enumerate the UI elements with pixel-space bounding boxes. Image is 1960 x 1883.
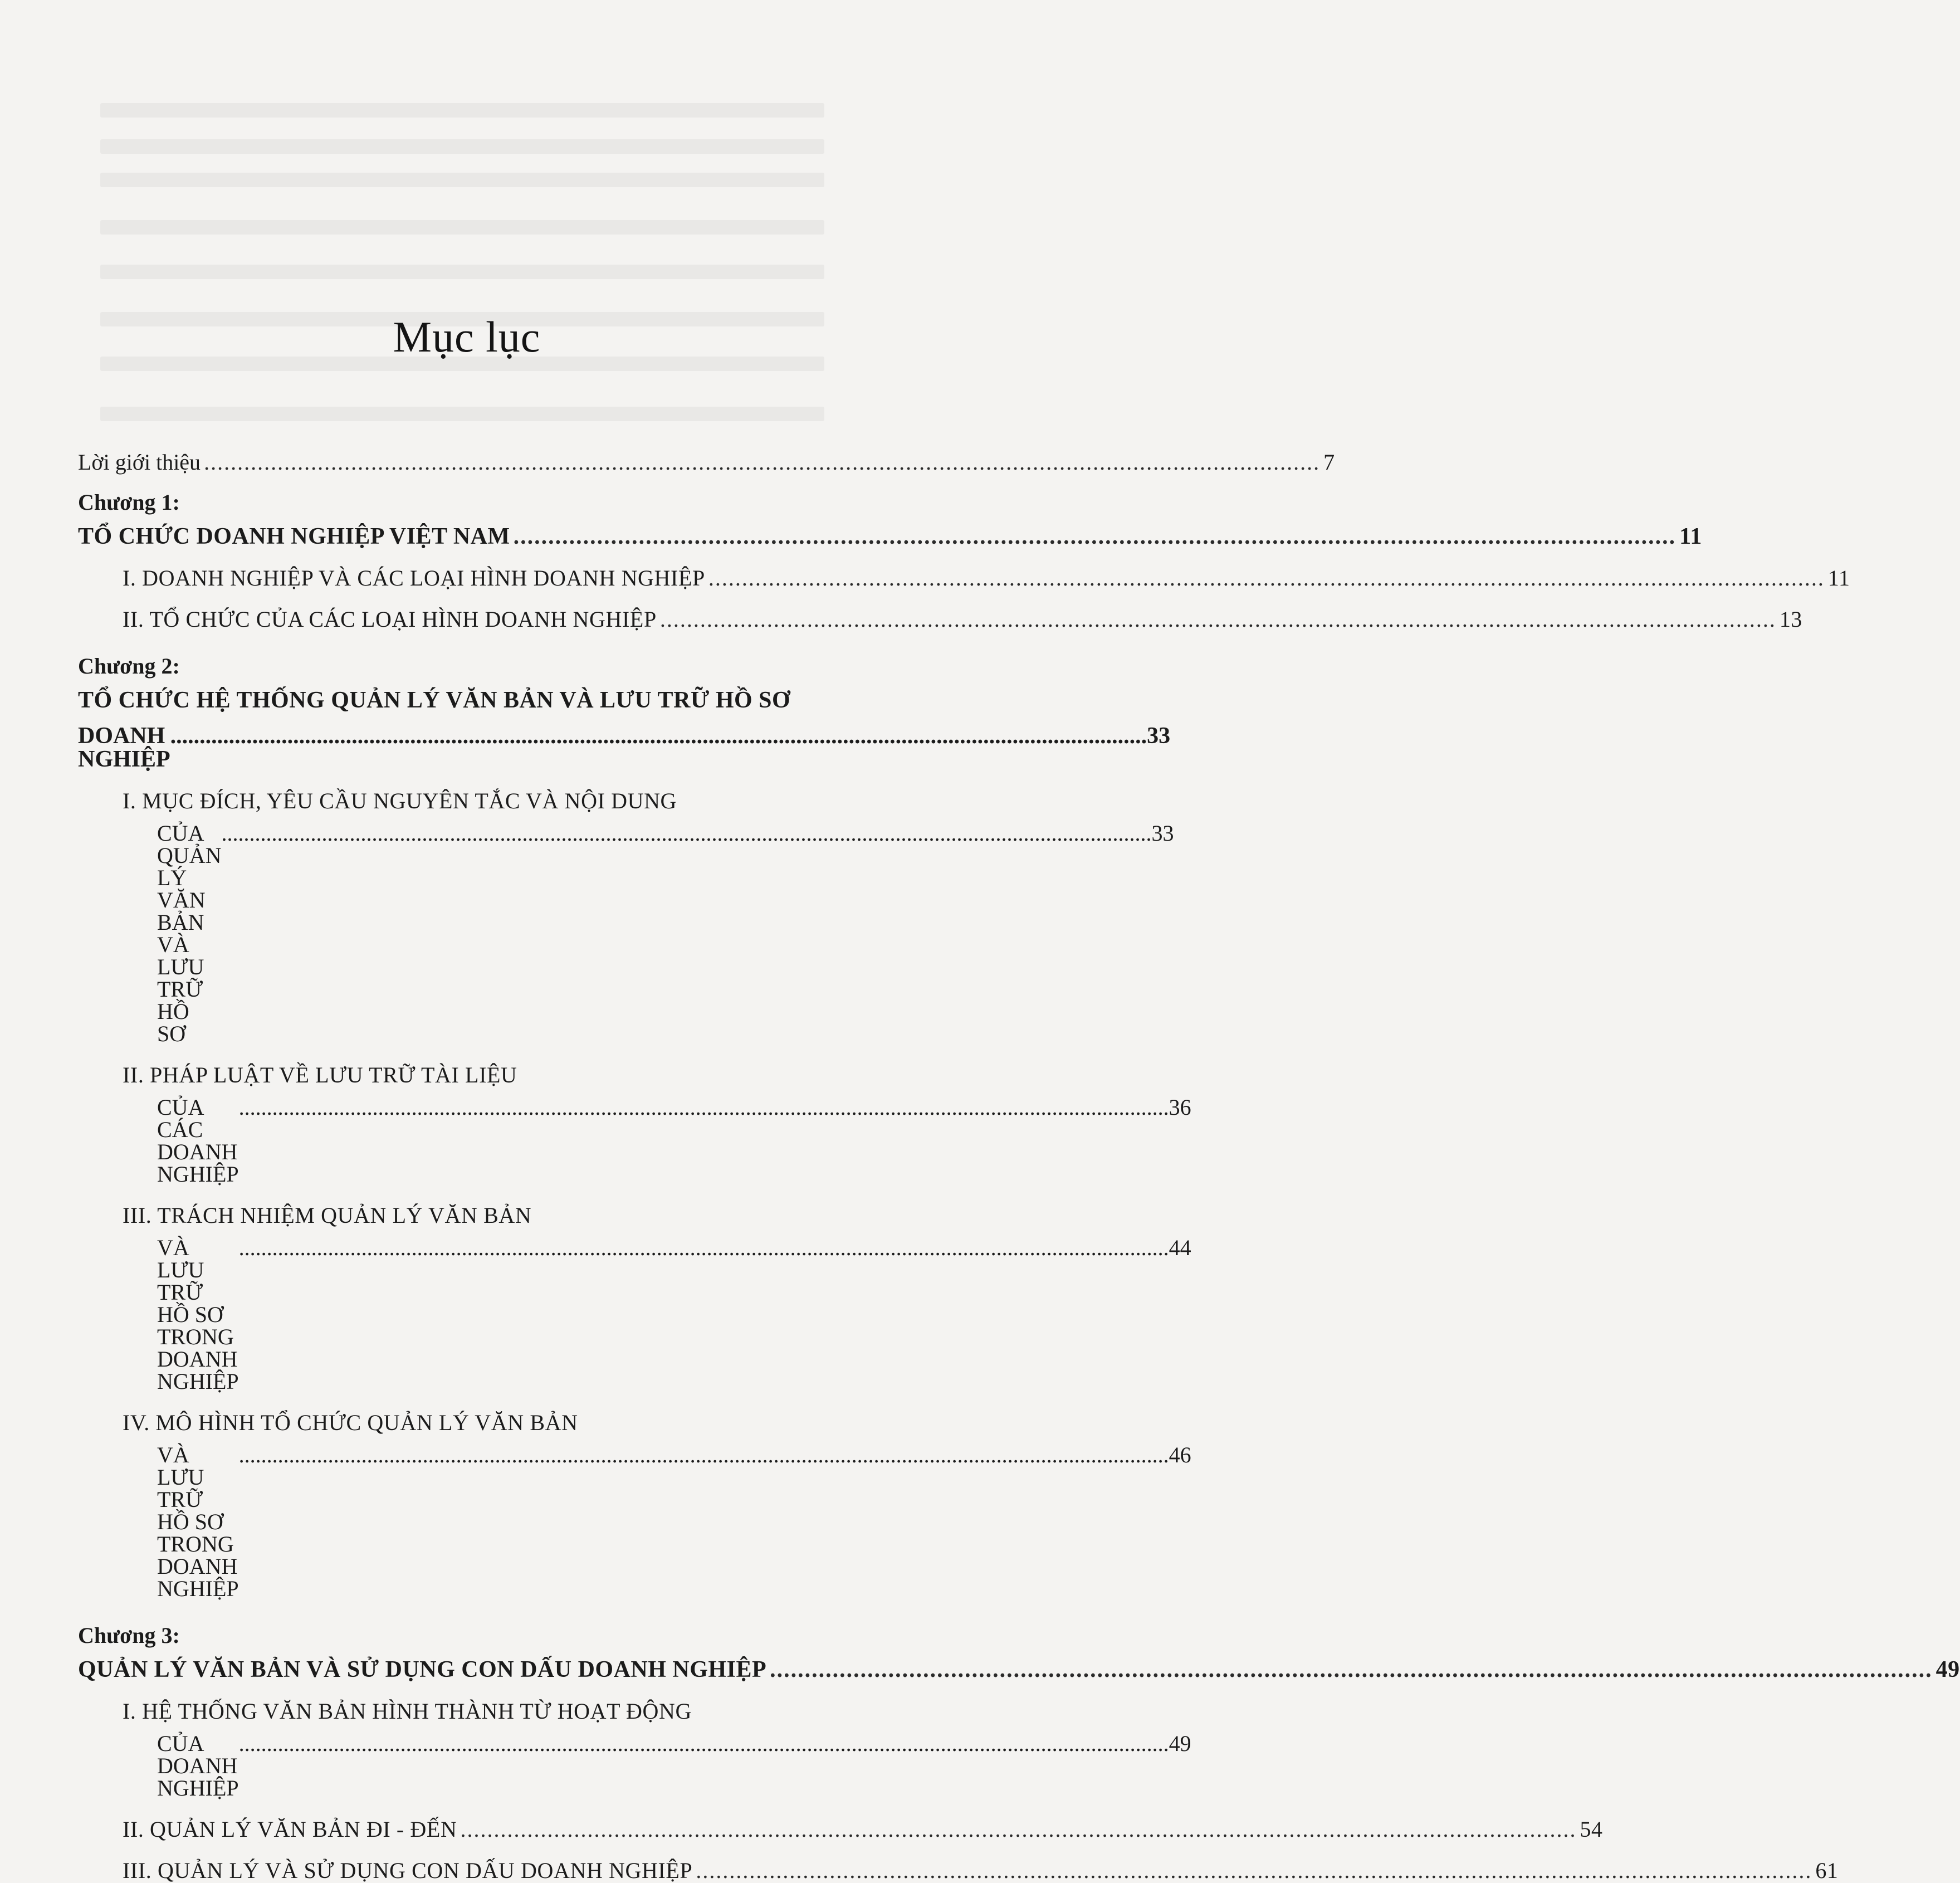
dot-leader: ....................................................................................................................................................................... (770, 1657, 1933, 1682)
section-title-line-1: IV. MÔ HÌNH TỔ CHỨC QUẢN LÝ VĂN BẢN (123, 1410, 578, 1435)
toc-page-number: 7 (1323, 450, 1335, 475)
table-of-contents (78, 450, 1960, 1883)
section-title: II. QUẢN LÝ VĂN BẢN ĐI - ĐẾN (123, 1817, 457, 1842)
page-title: Mục lục (393, 313, 541, 361)
toc-entry-section[interactable] (78, 565, 1850, 591)
toc-page-number: 36 (1169, 1095, 1191, 1120)
section-title: II. TỔ CHỨC CỦA CÁC LOẠI HÌNH DOANH NGHIỆP (123, 607, 657, 632)
chapter-title: TỔ CHỨC DOANH NGHIỆP VIỆT NAM (78, 524, 510, 549)
dot-leader: ....................................................................................................................................................................... (460, 1817, 1577, 1842)
toc-page-number: 11 (1827, 565, 1850, 591)
chapter-title: QUẢN LÝ VĂN BẢN VÀ SỬ DỤNG CON DẤU DOANH NGHIỆP (78, 1657, 767, 1682)
toc-entry-section[interactable] (78, 607, 1803, 632)
toc-page-number: 49 (1935, 1657, 1960, 1682)
dot-leader: ....................................................................................................................................................................... (170, 723, 1147, 749)
section-title-line-1: II. PHÁP LUẬT VỀ LƯU TRỮ TÀI LIỆU (123, 1062, 517, 1087)
dot-leader: ....................................................................................................................................................................... (659, 607, 1776, 632)
bleed-through-line (100, 139, 824, 154)
toc-entry-section[interactable] (78, 1410, 1191, 1601)
section-title-line-2: CỦA DOANH NGHIỆP (157, 1731, 239, 1801)
section-title-line-1: I. MỤC ĐÍCH, YÊU CẦU NGUYÊN TẮC VÀ NỘI DUNG (123, 788, 677, 813)
toc-page-number: 11 (1679, 524, 1702, 549)
toc-entry-chapter-2[interactable] (78, 687, 1171, 772)
toc-entry-section[interactable] (78, 1203, 1191, 1394)
toc-entry-section[interactable] (78, 1858, 1839, 1883)
bleed-through-line (100, 265, 824, 279)
toc-entry-chapter-3[interactable] (78, 1657, 1960, 1682)
chapter-title-line-1: TỔ CHỨC HỆ THỐNG QUẢN LÝ VĂN BẢN VÀ LƯU TRỮ HỒ SƠ (78, 687, 791, 713)
toc-entry-label: Lời giới thiệu (78, 450, 201, 475)
toc-page-number: 33 (1151, 821, 1174, 846)
section-title-line-2: VÀ LƯU TRỮ HỒ SƠ TRONG DOANH NGHIỆP (157, 1235, 239, 1394)
bleed-through-line (100, 220, 824, 235)
dot-leader: ....................................................................................................................................................................... (513, 524, 1676, 549)
toc-page-number: 46 (1169, 1442, 1191, 1467)
toc-entry-intro[interactable] (78, 450, 1335, 475)
dot-leader: ....................................................................................................................................................................... (238, 1731, 1169, 1756)
bleed-through-line (100, 407, 824, 421)
toc-page-number: 44 (1169, 1235, 1191, 1260)
toc-entry-section[interactable] (78, 1699, 1191, 1801)
dot-leader: ....................................................................................................................................................................... (238, 1235, 1169, 1260)
chapter-title-line-2: DOANH NGHIỆP (78, 723, 170, 772)
toc-entry-section[interactable] (78, 788, 1174, 1046)
section-title-line-2: CỦA QUẢN LÝ VĂN BẢN VÀ LƯU TRỮ HỒ SƠ (157, 821, 222, 1046)
chapter-label: Chương 3: (78, 1623, 180, 1648)
section-title-line-1: III. TRÁCH NHIỆM QUẢN LÝ VĂN BẢN (123, 1203, 532, 1228)
toc-page-number: 33 (1147, 723, 1171, 749)
toc-entry-section[interactable] (78, 1817, 1603, 1842)
toc-page-number: 54 (1580, 1817, 1603, 1842)
toc-page-number: 61 (1815, 1858, 1839, 1883)
toc-entry-section[interactable] (78, 1062, 1191, 1187)
dot-leader: ....................................................................................................................................................................... (221, 821, 1152, 846)
dot-leader: ....................................................................................................................................................................... (204, 450, 1321, 475)
toc-entry-chapter-1[interactable] (78, 524, 1702, 549)
dot-leader: ....................................................................................................................................................................... (708, 565, 1825, 591)
section-title: I. DOANH NGHIỆP VÀ CÁC LOẠI HÌNH DOANH NGHIỆP (123, 565, 705, 591)
section-title-line-1: I. HỆ THỐNG VĂN BẢN HÌNH THÀNH TỪ HOẠT ĐỘNG (123, 1699, 692, 1724)
section-title-line-2: VÀ LƯU TRỮ HỒ SƠ TRONG DOANH NGHIỆP (157, 1442, 239, 1601)
dot-leader: ....................................................................................................................................................................... (696, 1858, 1812, 1883)
section-title-line-2: CỦA CÁC DOANH NGHIỆP (157, 1095, 239, 1187)
dot-leader: ....................................................................................................................................................................... (238, 1442, 1169, 1467)
section-title: III. QUẢN LÝ VÀ SỬ DỤNG CON DẤU DOANH NGHIỆP (123, 1858, 693, 1883)
dot-leader: ....................................................................................................................................................................... (238, 1095, 1169, 1120)
chapter-label: Chương 2: (78, 653, 180, 679)
bleed-through-line (100, 103, 824, 118)
toc-page-number: 49 (1169, 1731, 1191, 1756)
bleed-through-line (100, 173, 824, 187)
chapter-label: Chương 1: (78, 490, 180, 515)
toc-page-number: 13 (1779, 607, 1803, 632)
